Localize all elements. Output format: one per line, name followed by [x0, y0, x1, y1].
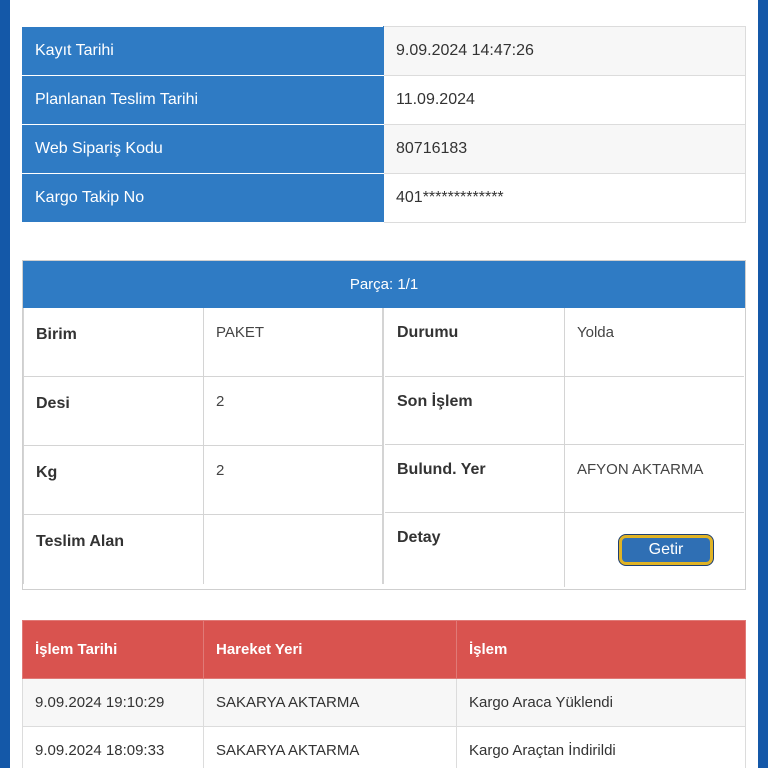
- info-label: Web Sipariş Kodu: [23, 125, 384, 174]
- parcel-label: Detay: [385, 513, 565, 587]
- parcel-value: Yolda: [577, 324, 614, 341]
- parcel-row-teslim-alan: [23, 515, 382, 584]
- info-value: 80716183: [384, 125, 746, 174]
- info-row-web-siparis: [23, 125, 746, 174]
- table-row: [23, 679, 746, 727]
- parcel-label: Desi: [24, 377, 204, 445]
- info-value: 9.09.2024 14:47:26: [384, 27, 746, 76]
- parcel-right-column: [385, 308, 744, 587]
- parcel-label: Kg: [24, 446, 204, 514]
- history-header: Hareket Yeri: [204, 621, 457, 679]
- parcel-label: Son İşlem: [385, 377, 565, 444]
- info-label: Planlanan Teslim Tarihi: [23, 76, 384, 125]
- parcel-label: Teslim Alan: [24, 515, 204, 584]
- history-action: Kargo Araca Yüklendi: [457, 679, 746, 727]
- info-value: 401*************: [384, 174, 746, 223]
- parcel-row-birim: [23, 308, 382, 377]
- parcel-value: PAKET: [216, 324, 265, 341]
- parcel-value: AFYON AKTARMA: [577, 461, 704, 478]
- parcel-row-son-islem: [385, 377, 744, 445]
- parcel-row-kg: [23, 446, 382, 515]
- parcel-row-detay: [385, 513, 744, 587]
- parcel-details-box: [22, 260, 746, 590]
- history-header: İşlem Tarihi: [23, 621, 204, 679]
- info-label: Kargo Takip No: [23, 174, 384, 223]
- shipment-info-table: [22, 26, 746, 223]
- history-location: SAKARYA AKTARMA: [204, 727, 457, 768]
- info-row-kayit-tarihi: [23, 27, 746, 76]
- info-row-kargo-takip: [23, 174, 746, 223]
- table-row: [23, 727, 746, 768]
- parcel-value: 2: [216, 393, 225, 410]
- history-date: 9.09.2024 19:10:29: [23, 679, 204, 727]
- parcel-value: 2: [216, 462, 225, 479]
- parcel-row-durumu: [385, 308, 744, 377]
- parcel-row-bulund-yer: [385, 445, 744, 513]
- parcel-value: [204, 515, 382, 584]
- parcel-row-desi: [23, 377, 382, 446]
- parcel-label: Durumu: [385, 308, 565, 376]
- getir-button[interactable]: Getir: [619, 535, 713, 565]
- parcel-label: Birim: [24, 308, 204, 376]
- parcel-label: Bulund. Yer: [385, 445, 565, 512]
- history-header-row: [23, 621, 746, 679]
- history-location: SAKARYA AKTARMA: [204, 679, 457, 727]
- history-table: [22, 620, 746, 768]
- history-action: Kargo Araçtan İndirildi: [457, 727, 746, 768]
- info-label: Kayıt Tarihi: [23, 27, 384, 76]
- history-header: İşlem: [457, 621, 746, 679]
- info-row-planlanan-teslim: [23, 76, 746, 125]
- info-value: 11.09.2024: [384, 76, 746, 125]
- tracking-panel: [10, 0, 758, 768]
- parcel-left-column: [23, 308, 384, 584]
- parcel-title: Parça: 1/1: [23, 261, 745, 308]
- history-date: 9.09.2024 18:09:33: [23, 727, 204, 768]
- parcel-value: [565, 513, 744, 587]
- parcel-value: [565, 377, 744, 444]
